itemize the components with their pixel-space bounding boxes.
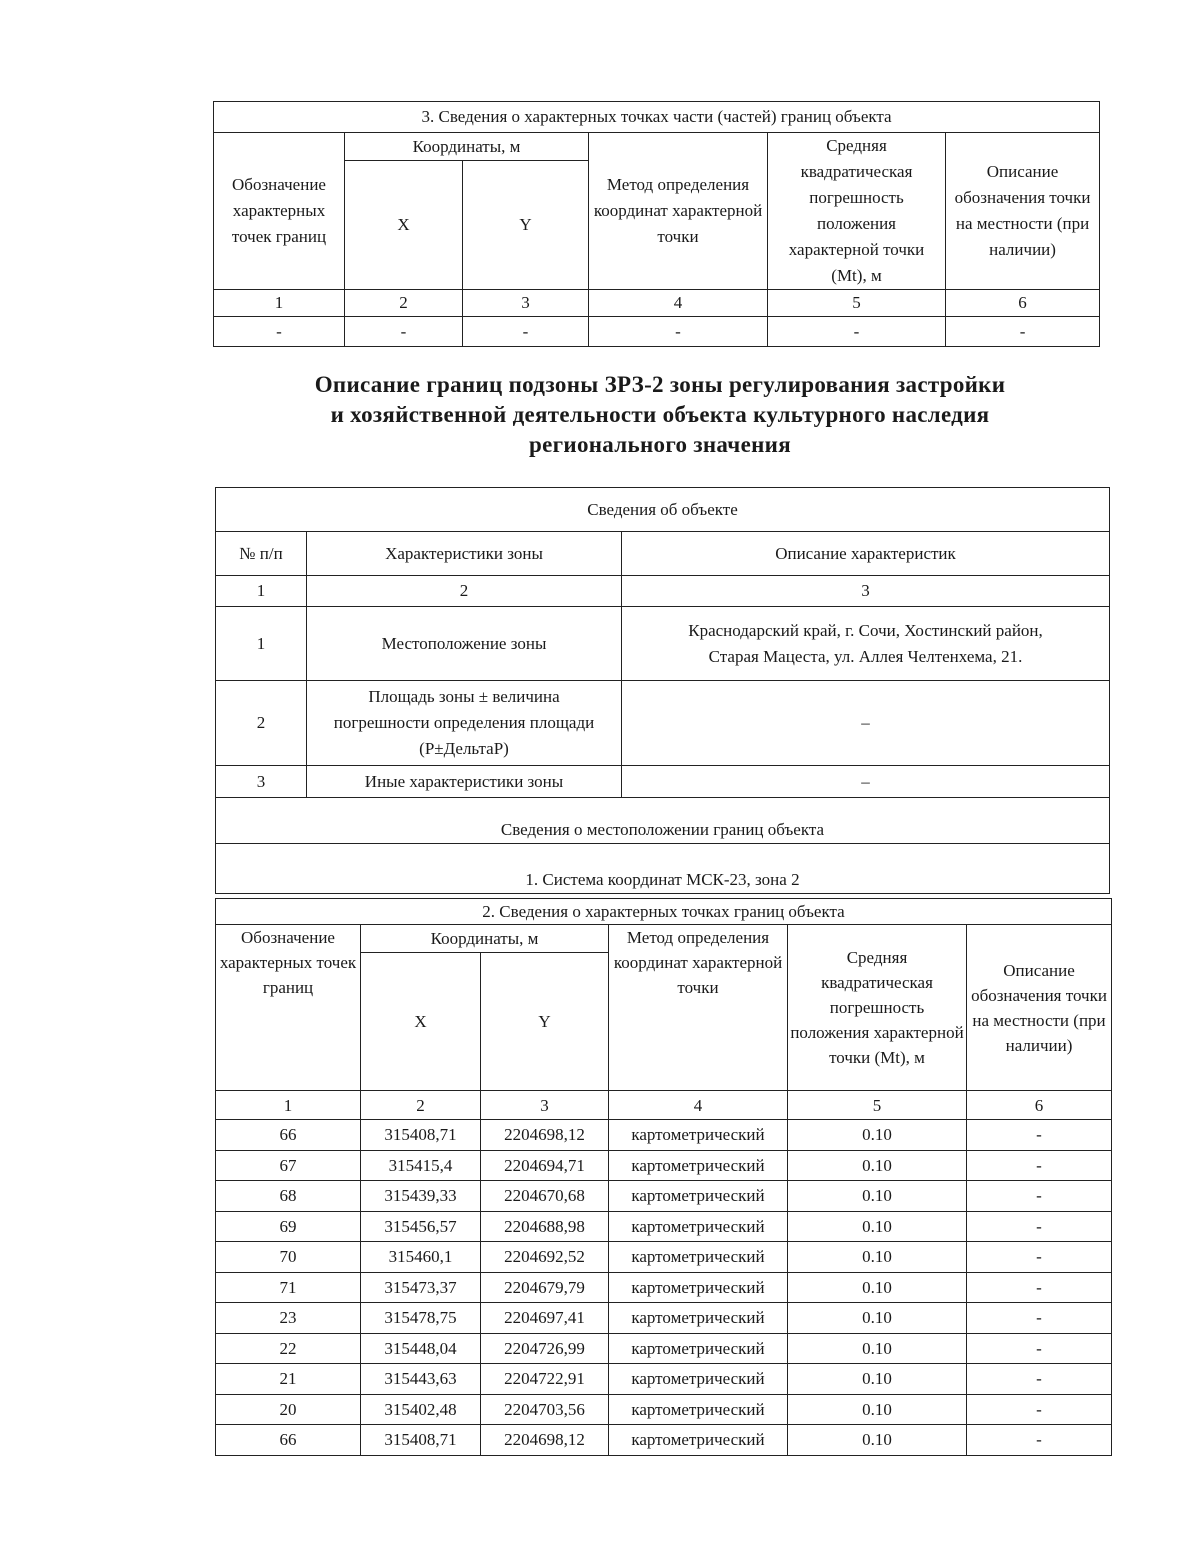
point-x: 315402,48 xyxy=(361,1394,481,1425)
parts-points-title: 3. Сведения о характерных точках части (частей) границ объекта xyxy=(214,102,1100,133)
table-row xyxy=(216,1364,1112,1395)
point-y: 2204698,12 xyxy=(481,1425,609,1456)
point-method: картометрический xyxy=(609,1272,788,1303)
point-id: 66 xyxy=(216,1120,361,1151)
point-mt: 0.10 xyxy=(788,1120,967,1151)
col-num: 6 xyxy=(946,290,1100,317)
point-y: 2204697,41 xyxy=(481,1303,609,1334)
point-description: - xyxy=(967,1394,1112,1425)
point-id: 71 xyxy=(216,1272,361,1303)
point-y: 2204694,71 xyxy=(481,1150,609,1181)
object-info-table xyxy=(215,487,1110,894)
header-y: Y xyxy=(463,161,589,290)
point-x: 315443,63 xyxy=(361,1364,481,1395)
col-num: 4 xyxy=(609,1091,788,1120)
point-y: 2204692,52 xyxy=(481,1242,609,1273)
point-mt: 0.10 xyxy=(788,1425,967,1456)
point-mt: 0.10 xyxy=(788,1242,967,1273)
col-num: 3 xyxy=(463,290,589,317)
column-numbers-row xyxy=(216,1091,1112,1120)
point-y: 2204703,56 xyxy=(481,1394,609,1425)
table-cell: - xyxy=(345,317,463,347)
col-num: 3 xyxy=(481,1091,609,1120)
point-id: 66 xyxy=(216,1425,361,1456)
point-method: картометрический xyxy=(609,1394,788,1425)
point-x: 315478,75 xyxy=(361,1303,481,1334)
col-num: 1 xyxy=(216,1091,361,1120)
characteristic-value: Краснодарский край, г. Сочи, Хостинский район, Старая Мацеста, ул. Аллея Челтенхема, 21. xyxy=(622,607,1110,681)
table-row xyxy=(216,1394,1112,1425)
characteristic-value: – xyxy=(622,681,1110,766)
point-y: 2204679,79 xyxy=(481,1272,609,1303)
point-description: - xyxy=(967,1181,1112,1212)
point-id: 20 xyxy=(216,1394,361,1425)
point-x: 315408,71 xyxy=(361,1120,481,1151)
col-num: 5 xyxy=(788,1091,967,1120)
header-y: Y xyxy=(481,953,609,1091)
empty-row xyxy=(214,317,1100,347)
header-num: № п/п xyxy=(216,532,307,576)
header-error: Средняя квадратическая погрешность положения характерной точки (Mt), м xyxy=(768,133,946,290)
table-row xyxy=(216,1242,1112,1273)
location-title: Сведения о местоположении границ объекта xyxy=(216,798,1110,844)
point-y: 2204688,98 xyxy=(481,1211,609,1242)
table-row xyxy=(216,1120,1112,1151)
table-row xyxy=(216,607,1110,681)
row-number: 3 xyxy=(216,766,307,798)
point-description: - xyxy=(967,1242,1112,1273)
col-num: 3 xyxy=(622,576,1110,607)
point-x: 315456,57 xyxy=(361,1211,481,1242)
header-coords: Координаты, м xyxy=(361,925,609,953)
table-cell: - xyxy=(214,317,345,347)
title-line-2: и хозяйственной деятельности объекта культурного наследия xyxy=(330,402,990,427)
point-id: 69 xyxy=(216,1211,361,1242)
point-y: 2204670,68 xyxy=(481,1181,609,1212)
header-description: Описание обозначения точки на местности (при наличии) xyxy=(967,925,1112,1091)
column-numbers-row xyxy=(214,290,1100,317)
point-mt: 0.10 xyxy=(788,1333,967,1364)
header-designation: Обозначение характерных точек границ xyxy=(214,133,345,290)
characteristic-name: Местоположение зоны xyxy=(307,607,622,681)
table-row xyxy=(216,1150,1112,1181)
table-row xyxy=(216,1333,1112,1364)
boundary-points-title: 2. Сведения о характерных точках границ объекта xyxy=(216,899,1112,925)
point-x: 315460,1 xyxy=(361,1242,481,1273)
point-method: картометрический xyxy=(609,1333,788,1364)
point-method: картометрический xyxy=(609,1120,788,1151)
point-description: - xyxy=(967,1303,1112,1334)
point-x: 315439,33 xyxy=(361,1181,481,1212)
point-x: 315448,04 xyxy=(361,1333,481,1364)
characteristic-value: – xyxy=(622,766,1110,798)
title-line-3: регионального значения xyxy=(529,432,791,457)
boundary-points-table xyxy=(215,898,1112,1456)
point-id: 67 xyxy=(216,1150,361,1181)
table-row xyxy=(216,681,1110,766)
table-row xyxy=(216,1211,1112,1242)
point-method: картометрический xyxy=(609,1303,788,1334)
col-num: 4 xyxy=(589,290,768,317)
point-description: - xyxy=(967,1272,1112,1303)
header-method: Метод определения координат характерной точки xyxy=(609,925,788,1091)
parts-points-table xyxy=(213,101,1100,347)
object-info-title: Сведения об объекте xyxy=(216,488,1110,532)
table-cell: - xyxy=(589,317,768,347)
point-method: картометрический xyxy=(609,1242,788,1273)
point-mt: 0.10 xyxy=(788,1211,967,1242)
point-mt: 0.10 xyxy=(788,1364,967,1395)
point-x: 315473,37 xyxy=(361,1272,481,1303)
table-row xyxy=(216,1181,1112,1212)
header-characteristic-description: Описание характеристик xyxy=(622,532,1110,576)
point-mt: 0.10 xyxy=(788,1303,967,1334)
row-number: 1 xyxy=(216,607,307,681)
point-y: 2204722,91 xyxy=(481,1364,609,1395)
point-description: - xyxy=(967,1425,1112,1456)
point-description: - xyxy=(967,1364,1112,1395)
point-description: - xyxy=(967,1211,1112,1242)
points-body xyxy=(216,1120,1112,1456)
point-method: картометрический xyxy=(609,1425,788,1456)
table-cell: - xyxy=(946,317,1100,347)
header-x: X xyxy=(345,161,463,290)
title-line-1: Описание границ подзоны ЗРЗ-2 зоны регулирования застройки xyxy=(314,372,1006,397)
table-row xyxy=(216,766,1110,798)
point-mt: 0.10 xyxy=(788,1181,967,1212)
point-description: - xyxy=(967,1120,1112,1151)
point-description: - xyxy=(967,1150,1112,1181)
characteristic-name: Иные характеристики зоны xyxy=(307,766,622,798)
point-id: 68 xyxy=(216,1181,361,1212)
point-id: 23 xyxy=(216,1303,361,1334)
col-num: 2 xyxy=(361,1091,481,1120)
point-method: картометрический xyxy=(609,1150,788,1181)
table-cell: - xyxy=(463,317,589,347)
table-row xyxy=(216,1272,1112,1303)
point-id: 70 xyxy=(216,1242,361,1273)
col-num: 2 xyxy=(345,290,463,317)
table-cell: - xyxy=(768,317,946,347)
point-method: картометрический xyxy=(609,1211,788,1242)
header-coords: Координаты, м xyxy=(345,133,589,161)
col-num: 1 xyxy=(216,576,307,607)
col-num: 5 xyxy=(768,290,946,317)
point-x: 315415,4 xyxy=(361,1150,481,1181)
point-mt: 0.10 xyxy=(788,1272,967,1303)
header-x: X xyxy=(361,953,481,1091)
point-id: 21 xyxy=(216,1364,361,1395)
column-numbers-row xyxy=(216,576,1110,607)
col-num: 1 xyxy=(214,290,345,317)
page-title xyxy=(180,370,1140,460)
header-designation: Обозначение характерных точек границ xyxy=(216,925,361,1091)
point-mt: 0.10 xyxy=(788,1150,967,1181)
header-description: Описание обозначения точки на местности (при наличии) xyxy=(946,133,1100,290)
coordinate-system: 1. Система координат МСК-23, зона 2 xyxy=(216,844,1110,894)
point-method: картометрический xyxy=(609,1364,788,1395)
col-num: 2 xyxy=(307,576,622,607)
header-error: Средняя квадратическая погрешность положения характерной точки (Mt), м xyxy=(788,925,967,1091)
point-description: - xyxy=(967,1333,1112,1364)
header-method: Метод определения координат характерной точки xyxy=(589,133,768,290)
col-num: 6 xyxy=(967,1091,1112,1120)
point-mt: 0.10 xyxy=(788,1394,967,1425)
row-number: 2 xyxy=(216,681,307,766)
point-y: 2204726,99 xyxy=(481,1333,609,1364)
point-id: 22 xyxy=(216,1333,361,1364)
point-x: 315408,71 xyxy=(361,1425,481,1456)
table-row xyxy=(216,1303,1112,1334)
characteristic-name: Площадь зоны ± величина погрешности определения площади (Р±ДельтаР) xyxy=(307,681,622,766)
table-row xyxy=(216,1425,1112,1456)
point-y: 2204698,12 xyxy=(481,1120,609,1151)
point-method: картометрический xyxy=(609,1181,788,1212)
header-characteristic: Характеристики зоны xyxy=(307,532,622,576)
